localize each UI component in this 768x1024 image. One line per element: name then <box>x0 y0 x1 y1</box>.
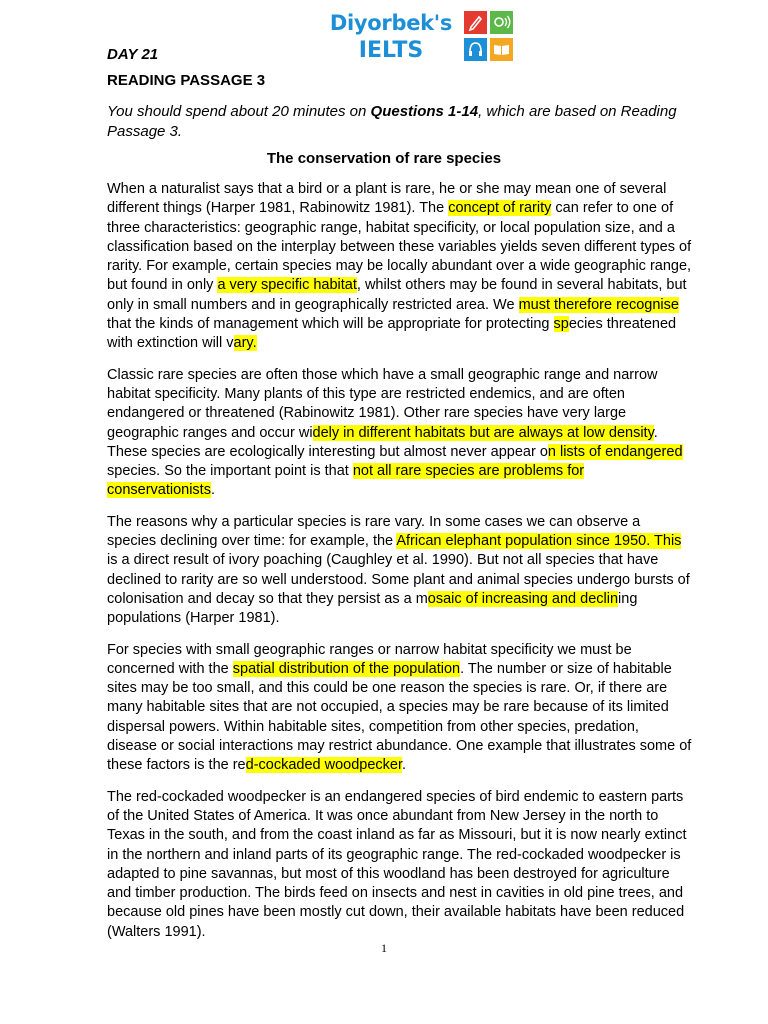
text-segment: only in small numbers and in geographically restricted area. We <box>107 296 519 313</box>
text-line <box>107 443 715 462</box>
page-number: 1 <box>381 941 387 955</box>
passage-title: The conservation of rare species <box>266 150 502 167</box>
text-line <box>107 257 715 276</box>
section-heading: READING PASSAGE 3 <box>107 72 266 89</box>
text-segment: and timber production. The birds feed on insects and nest in cavities in old pine trees, and <box>107 885 684 902</box>
instructions-post: , which are based on Reading Passage 3. <box>107 103 677 140</box>
text-segment: species declining over time: for example, the <box>107 533 397 550</box>
reading-icon <box>490 38 513 61</box>
instructions <box>107 102 697 142</box>
text-segment: with extinction will v <box>107 335 234 352</box>
highlighted-text: conservationists <box>107 482 211 499</box>
text-segment: different things (Harper 1981, Rabinowitz 1981). The <box>107 200 449 217</box>
text-segment: populations (Harper 1981). <box>107 610 280 627</box>
text-line <box>107 641 715 660</box>
text-segment: declined to rarity are so well understood. Some plant and animal species undergo bursts of <box>107 571 690 588</box>
text-line <box>107 238 715 257</box>
text-segment: disease or social interactions may restrict abundance. One example that illustrates some of <box>107 738 692 755</box>
text-line <box>107 532 715 551</box>
highlighted-text: dely in different habitats but are always at low density <box>312 424 654 441</box>
paragraph-gap <box>107 501 715 513</box>
text-segment: adapted to pine savannas, but most of this woodland has been destroyed for agriculture <box>107 865 670 882</box>
highlighted-text: d-cockaded woodpecker <box>245 757 403 774</box>
logo-wordmark <box>322 9 460 65</box>
text-line <box>107 826 715 845</box>
text-segment: , whilst others may be found in several habitats, but <box>356 277 687 294</box>
text-segment: species. So the important point is that <box>107 463 353 480</box>
text-segment: classification based on the interplay between these variables yields seven different types of <box>107 238 692 255</box>
highlighted-text: n lists of endangered <box>547 443 683 460</box>
text-line <box>107 219 715 238</box>
text-segment: that the kinds of management which will be appropriate for protecting <box>107 316 554 333</box>
text-line <box>107 571 715 590</box>
text-line <box>107 424 715 443</box>
highlighted-text: not all rare species are problems for <box>352 463 585 480</box>
speaking-icon <box>490 11 513 34</box>
logo-sub: IELTS <box>358 38 424 63</box>
text-line <box>107 334 715 353</box>
text-line <box>107 551 715 570</box>
text-segment: in the northern and inland parts of its geographic range. The red-cockaded woodpecker is <box>107 846 681 863</box>
instructions-pre: You should spend about 20 minutes on <box>107 103 371 120</box>
listening-icon <box>464 38 487 61</box>
highlighted-text: sp <box>553 316 569 333</box>
highlighted-text: spatial distribution of the population <box>232 660 461 677</box>
text-line <box>107 756 715 775</box>
paragraph <box>107 513 715 629</box>
text-line <box>107 923 715 942</box>
text-line <box>107 276 715 295</box>
text-segment: habitat specificity. Many plants of this type are restricted endemics, and are often <box>107 385 625 402</box>
text-line <box>107 404 715 423</box>
text-segment: sites may be too small, and this could be one reason the species is rare. Or, if there are <box>107 680 668 697</box>
text-line <box>107 679 715 698</box>
text-line <box>107 807 715 826</box>
text-segment: The reasons why a particular species is rare vary. In some cases we can observe a <box>107 513 641 530</box>
text-segment: ecies threatened <box>568 316 677 333</box>
text-segment: dispersal powers. Within habitable sites, competition from other species, predation, <box>107 718 639 735</box>
text-segment: . <box>210 482 215 499</box>
highlighted-text: concept of rarity <box>448 200 552 217</box>
text-line <box>107 296 715 315</box>
text-segment: is a direct result of ivory poaching (Caughley et al. 1990). But not all species that have <box>107 552 659 569</box>
text-line <box>107 462 715 481</box>
text-segment: geographic ranges and occur wi <box>107 424 313 441</box>
text-line <box>107 199 715 218</box>
text-segment: rarity. For example, certain species may be locally abundant over a wide geographic range, <box>107 258 692 275</box>
text-line <box>107 481 715 500</box>
text-segment: Texas in the south, and from the coast inland as far as Missouri, but it is now nearly extinct <box>107 827 687 844</box>
highlighted-text: osaic of increasing and declin <box>427 590 619 607</box>
text-segment: For species with small geographic ranges or narrow habitat specificity we must be <box>107 641 632 658</box>
instructions-questions: Questions 1-14 <box>370 103 479 120</box>
text-line <box>107 180 715 199</box>
text-segment: ing <box>618 590 638 607</box>
text-segment: concerned with the <box>107 660 233 677</box>
paragraph-gap <box>107 776 715 788</box>
text-segment: can refer to one of <box>551 200 674 217</box>
text-line <box>107 660 715 679</box>
text-segment: many habitable sites that are not occupied, a species may be rare because of its limited <box>107 699 669 716</box>
text-line <box>107 385 715 404</box>
text-line <box>107 698 715 717</box>
paragraph <box>107 641 715 776</box>
text-line <box>107 513 715 532</box>
text-line <box>107 718 715 737</box>
highlighted-text: African elephant population since 1950. This <box>396 533 682 550</box>
text-line <box>107 590 715 609</box>
day-label: DAY 21 <box>107 46 159 63</box>
brand-logo <box>322 9 518 67</box>
text-segment: The red-cockaded woodpecker is an endangered species of bird endemic to eastern parts <box>107 788 684 805</box>
text-segment: Classic rare species are often those which have a small geographic range and narrow <box>107 366 658 383</box>
paragraph <box>107 366 715 501</box>
paragraph <box>107 788 715 942</box>
text-line <box>107 884 715 903</box>
text-segment: . <box>653 424 658 441</box>
paragraph-gap <box>107 629 715 641</box>
text-segment: these factors is the re <box>107 757 246 774</box>
highlighted-text: must therefore recognise <box>518 296 679 313</box>
text-line <box>107 788 715 807</box>
paragraph-gap <box>107 354 715 366</box>
text-segment: three characteristics: geographic range, habitat specificity, or local population size, and a <box>107 219 675 236</box>
logo-skill-icons <box>464 11 514 63</box>
text-line <box>107 366 715 385</box>
writing-icon <box>464 11 487 34</box>
text-line <box>107 315 715 334</box>
passage-body <box>107 180 715 942</box>
text-line <box>107 737 715 756</box>
text-line <box>107 609 715 628</box>
text-segment: These species are ecologically interesting but almost never appear o <box>107 443 548 460</box>
paragraph <box>107 180 715 354</box>
text-segment: (Walters 1991). <box>107 923 206 940</box>
text-line <box>107 846 715 865</box>
text-segment: When a naturalist says that a bird or a plant is rare, he or she may mean one of several <box>107 181 667 197</box>
highlighted-text: a very specific habitat <box>217 277 357 294</box>
text-segment: because old pines have been mostly cut down, their available habitats have been reduced <box>107 904 685 921</box>
text-segment: . <box>402 757 407 774</box>
text-segment: but found in only <box>107 277 218 294</box>
text-segment: colonisation and decay so that they persist as a m <box>107 590 428 607</box>
text-line <box>107 865 715 884</box>
text-line <box>107 903 715 922</box>
text-segment: endangered or threatened (Rabinowitz 1981). Other rare species have very large <box>107 405 627 422</box>
highlighted-text: ary. <box>233 335 257 352</box>
text-segment: . The number or size of habitable <box>460 660 672 677</box>
logo-name: Diyorbek's <box>329 11 453 35</box>
text-segment: of the United States of America. It was once abundant from New Jersey in the north to <box>107 807 659 824</box>
